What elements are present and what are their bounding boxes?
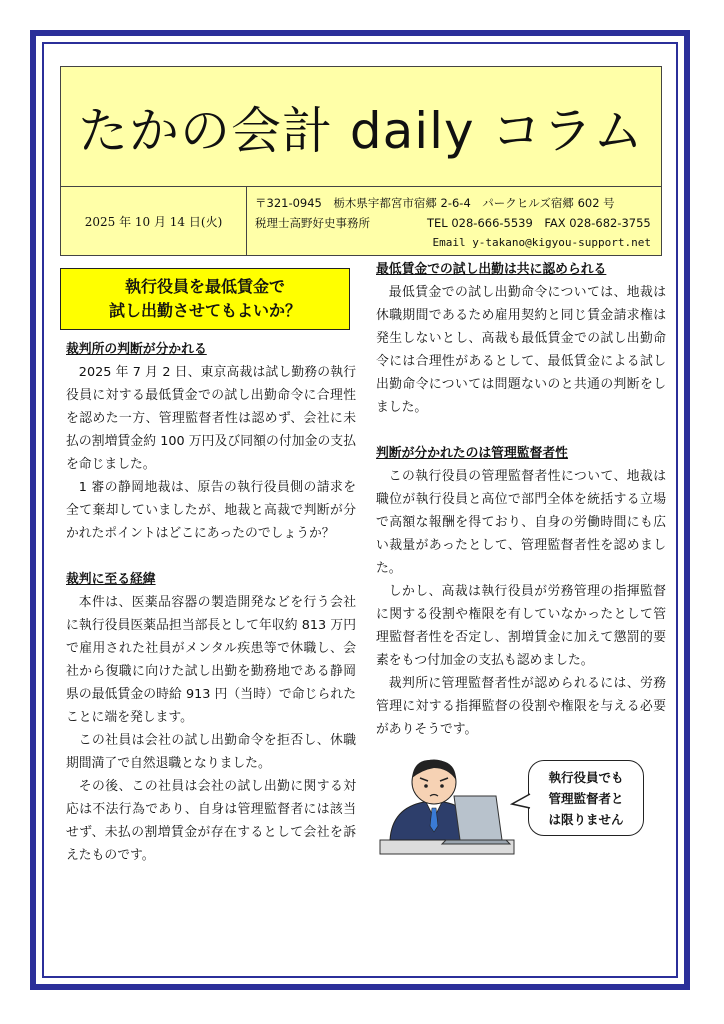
section-heading: 裁判に至る経緯	[66, 572, 156, 587]
issue-date: 2025 年 10 月 14 日(火)	[61, 187, 247, 255]
speech-bubble	[528, 760, 644, 836]
paragraph: 本件は、医薬品容器の製造開発などを行う会社に執行役員医薬品担当部長として年収約 813 万円で雇用された社員がメンタル疾患等で休職し、会社から復職に向けた試し出勤を勤務地である静岡県の最低賃金の時給 913 円（当時）で命じられたことに端を発します。	[66, 595, 356, 725]
right-column	[376, 258, 666, 741]
office-tel-fax: TEL 028-666-5539 FAX 028-682-3755	[427, 216, 651, 230]
speech-bubble-line: 執行役員でも	[548, 769, 624, 785]
paragraph: その後、この社員は会社の試し出勤に関する対応は不法行為であり、自身は管理監督者には該当せず、未払の割増賃金が存在するとして会社を訴えたものです。	[66, 779, 356, 863]
paragraph: 最低賃金での試し出勤命令については、地裁は休職期間であるため雇用契約と同じ賃金請求権は発生しないとし、高裁も最低賃金での試し出勤命令には合理性があるとして、最低賃金による試し出勤命令については問題ないのと共通の判断をしました。	[376, 285, 666, 415]
section-heading: 最低賃金での試し出勤は共に認められる	[376, 262, 607, 277]
speech-bubble-line: 管理監督者と	[548, 790, 624, 806]
section-heading: 裁判所の判断が分かれる	[66, 342, 207, 357]
office-address: 〒321-0945 栃木県宇都宮市宿郷 2-6-4 パークヒルズ宿郷 602 号	[255, 196, 615, 210]
paragraph: 1 審の静岡地裁は、原告の執行役員側の請求を全て棄却していましたが、地裁と高裁で判断が分かれたポイントはどこにあったのでしょうか？	[66, 480, 356, 541]
paragraph: この社員は会社の試し出勤命令を拒否し、休職期間満了で自然退職となりました。	[66, 733, 356, 771]
office-email[interactable]: Email y-takano@kigyou-support.net	[432, 236, 651, 249]
paragraph: 裁判所に管理監督者性が認められるには、労務管理に対する指揮監督の役割や権限を与える必要がありそうです。	[376, 676, 666, 737]
paragraph: この執行役員の管理監督者性について、地裁は職位が執行役員と高位で部門全体を統括する立場で高額な報酬を得ており、自身の労働時間にも広い裁量があったとして、管理監督者性を認めました。	[376, 469, 666, 576]
left-column	[66, 338, 356, 867]
section-heading: 判断が分かれたのは管理監督者性	[376, 446, 568, 461]
speech-bubble-tail	[510, 792, 532, 812]
paragraph: 2025 年 7 月 2 日、東京高裁は試し勤務の執行役員に対する最低賃金での試し出勤命令に合理性を認めた一方、管理監督者性は認めず、会社に未払の割増賃金約 100 万円及び同額の付加金の支払を命じました。	[66, 365, 356, 472]
office-name: 税理士高野好史事務所	[255, 216, 370, 230]
headline-box	[60, 268, 350, 330]
paragraph: しかし、高裁は執行役員が労務管理の指揮監督に関する役割や権限を有していなかったとして管理監督者性を否定し、割増賃金に加えて懲罰的要素をもつ付加金の支払も認めました。	[376, 584, 666, 668]
page-title: たかの会計 daily コラム	[61, 67, 661, 187]
office-info	[255, 193, 655, 253]
headline-line-2: 試し出勤させてもよいか？	[108, 301, 301, 320]
header-box	[60, 66, 662, 256]
speech-bubble-line: は限りません	[548, 811, 624, 827]
headline-line-1: 執行役員を最低賃金で	[124, 277, 285, 296]
